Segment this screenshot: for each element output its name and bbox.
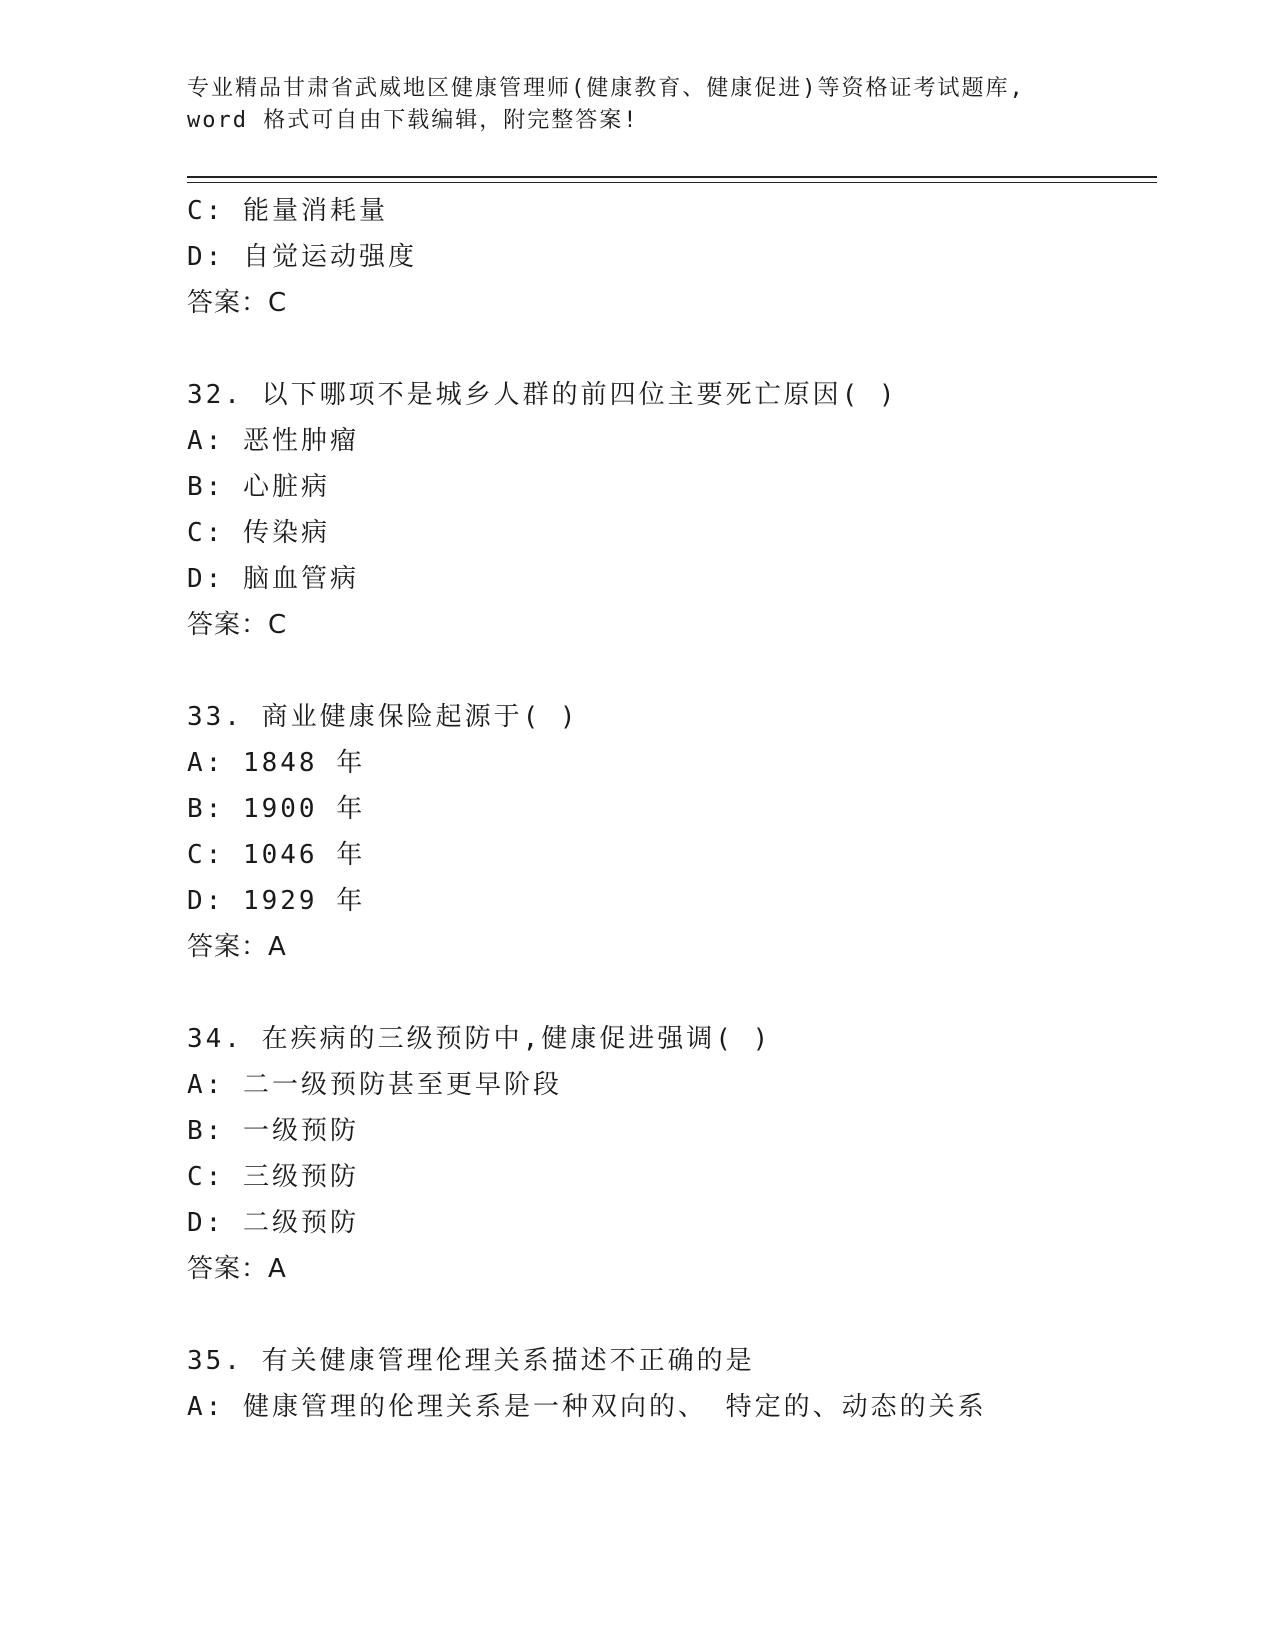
option-c: C: 三级预防 — [187, 1162, 359, 1192]
option-b: B: 一级预防 — [187, 1116, 359, 1146]
option-d: D: 二级预防 — [187, 1208, 359, 1238]
document-header — [187, 73, 1087, 137]
question-stem: 34. 在疾病的三级预防中,健康促进强调( ) — [187, 1024, 772, 1054]
question-list — [187, 188, 1157, 1430]
option-c: C: 能量消耗量 — [187, 196, 388, 226]
header-divider-thick — [187, 176, 1157, 178]
question-31-tail — [187, 188, 1157, 326]
question-stem: 35. 有关健康管理伦理关系描述不正确的是 — [187, 1346, 755, 1376]
question-stem: 32. 以下哪项不是城乡人群的前四位主要死亡原因( ) — [187, 380, 898, 410]
option-d: D: 脑血管病 — [187, 564, 359, 594]
option-a: A: 二一级预防甚至更早阶段 — [187, 1070, 562, 1100]
question-33 — [187, 694, 1157, 970]
option-b: B: 1900 年 — [187, 794, 366, 824]
option-a: A: 1848 年 — [187, 748, 366, 778]
answer-line: 答案：A — [187, 932, 287, 962]
option-c: C: 传染病 — [187, 518, 330, 548]
option-b: B: 心脏病 — [187, 472, 330, 502]
option-a: A: 恶性肿瘤 — [187, 426, 359, 456]
option-c: C: 1046 年 — [187, 840, 366, 870]
spacer — [187, 326, 1157, 372]
question-34 — [187, 1016, 1157, 1292]
header-title-line-2: word 格式可自由下载编辑，附完整答案! — [187, 108, 639, 133]
spacer — [187, 970, 1157, 1016]
answer-line: 答案：C — [187, 288, 288, 318]
question-32 — [187, 372, 1157, 648]
spacer — [187, 648, 1157, 694]
option-d: D: 自觉运动强度 — [187, 242, 417, 272]
header-title-line-1: 专业精品甘肃省武威地区健康管理师(健康教育、健康促进)等资格证考试题库, — [187, 76, 1025, 101]
option-a: A: 健康管理的伦理关系是一种双向的、 特定的、动态的关系 — [187, 1392, 987, 1422]
question-stem: 33. 商业健康保险起源于( ) — [187, 702, 579, 732]
option-d: D: 1929 年 — [187, 886, 366, 916]
question-35 — [187, 1338, 1157, 1430]
answer-line: 答案：A — [187, 1254, 287, 1284]
header-divider-thin — [187, 182, 1157, 183]
answer-line: 答案：C — [187, 610, 288, 640]
spacer — [187, 1292, 1157, 1338]
